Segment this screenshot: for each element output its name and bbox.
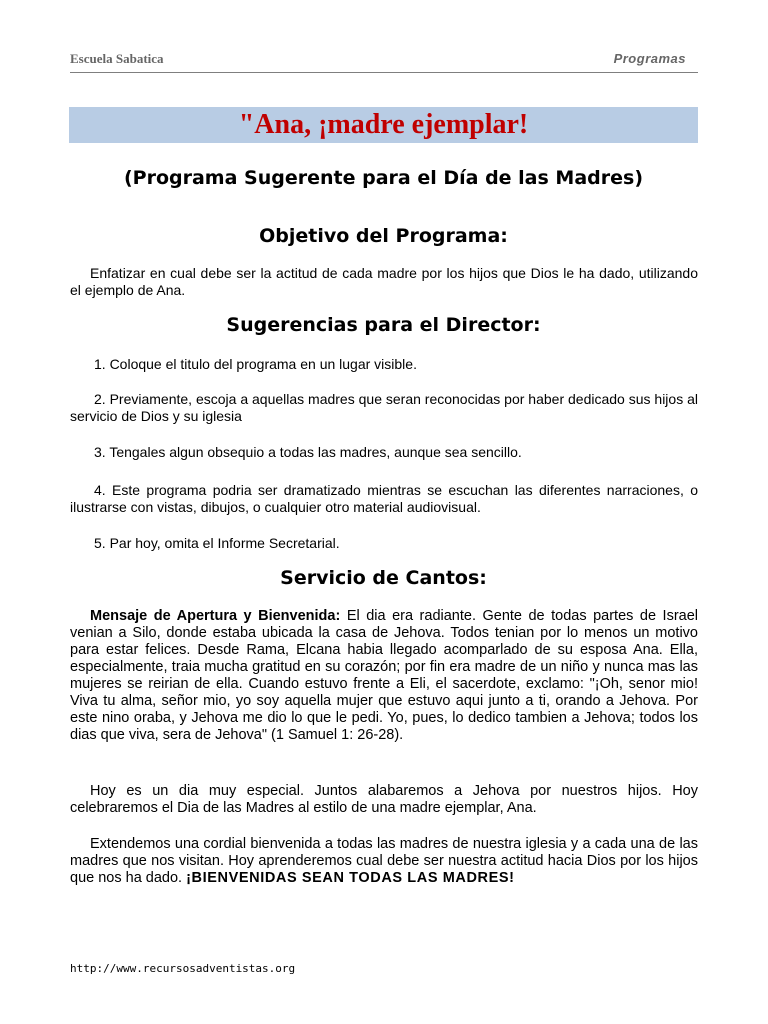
suggestion-text: 2. Previamente, escoja a aquellas madres que seran reconocidas por haber dedicado sus hijos al servicio de Dios y su iglesia [70, 391, 698, 424]
hoy-text: Hoy es un dia muy especial. Juntos alabaremos a Jehova por nuestros hijos. Hoy celebraremos el Dia de las Madres al estilo de una madre ejemplar, Ana. [70, 783, 698, 816]
bienvenida-text: Extendemos una cordial bienvenida a todas las madres de nuestra iglesia y a cada una de las madres que nos visitan. Hoy aprenderemos cual debe ser nuestra actitud hacia Dios por los hijos que nos ha dado. [70, 836, 698, 886]
document-subtitle: (Programa Sugerente para el Día de las Madres) [123, 167, 644, 189]
footer-url: http://www.recursosadventistas.org [70, 962, 296, 975]
header-left-text: Escuela Sabatica [70, 51, 164, 66]
objetivo-text: Enfatizar en cual debe ser la actitud de cada madre por los hijos que Dios le ha dado, utilizando el ejemplo de Ana. [70, 265, 698, 298]
suggestion-text: 1. Coloque el titulo del programa en un lugar visible. [94, 356, 417, 372]
paragraph-mensaje [70, 608, 698, 744]
heading-sugerencias: Sugerencias para el Director: [226, 314, 541, 336]
suggestion-item-1 [70, 356, 698, 373]
suggestion-text: 5. Par hoy, omita el Informe Secretarial. [94, 535, 340, 551]
paragraph-objetivo [70, 265, 698, 299]
document-title: "Ana, ¡madre ejemplar! [238, 109, 529, 140]
heading-objetivo: Objetivo del Programa: [259, 225, 508, 247]
mensaje-text: El dia era radiante. Gente de todas partes de Israel venian a Silo, donde estaba ubicada la casa de Jehova. Todos tenian por lo menos un motivo para estar felices. Desde Rama, Elcana habia llegado acomparlado de su esposa Ana. Ella, especialmente, traia mucha gratitud en su corazón; por fin era madre de un niño y nunca mas las mujeres se reirian de ella. Cuando estuvo frente a Eli, el sacerdote, exclamo: "¡Oh, senor mio! Viva tu alma, señor mio, yo soy aquella mujer que estuvo aqui junto a ti, orando a Jehova. Por este nino oraba, y Jehova me dio lo que le pedi. Yo, pues, lo dedico tambien a Jehova; todos los dias que viva, sera de Jehova" (1 Samuel 1: 26-28). [70, 608, 698, 743]
bienvenida-bold: ¡BIENVENIDAS SEAN TODAS LAS MADRES! [186, 870, 515, 886]
suggestion-item-3 [70, 444, 698, 461]
suggestion-item-5 [70, 535, 698, 552]
header-right-text: Programas [613, 51, 686, 66]
mensaje-label: Mensaje de Apertura y Bienvenida: [90, 608, 341, 624]
heading-cantos: Servicio de Cantos: [280, 567, 487, 589]
suggestion-item-4 [70, 482, 698, 516]
paragraph-bienvenida [70, 836, 698, 887]
page-header [70, 50, 698, 73]
paragraph-hoy [70, 783, 698, 817]
suggestion-item-2 [70, 391, 698, 425]
suggestion-text: 3. Tengales algun obsequio a todas las madres, aunque sea sencillo. [94, 444, 522, 460]
suggestion-text: 4. Este programa podria ser dramatizado mientras se escuchan las diferentes narraciones, o ilustrarse con vistas, dibujos, o cualquier otro material audiovisual. [70, 482, 698, 515]
title-band [69, 107, 698, 143]
